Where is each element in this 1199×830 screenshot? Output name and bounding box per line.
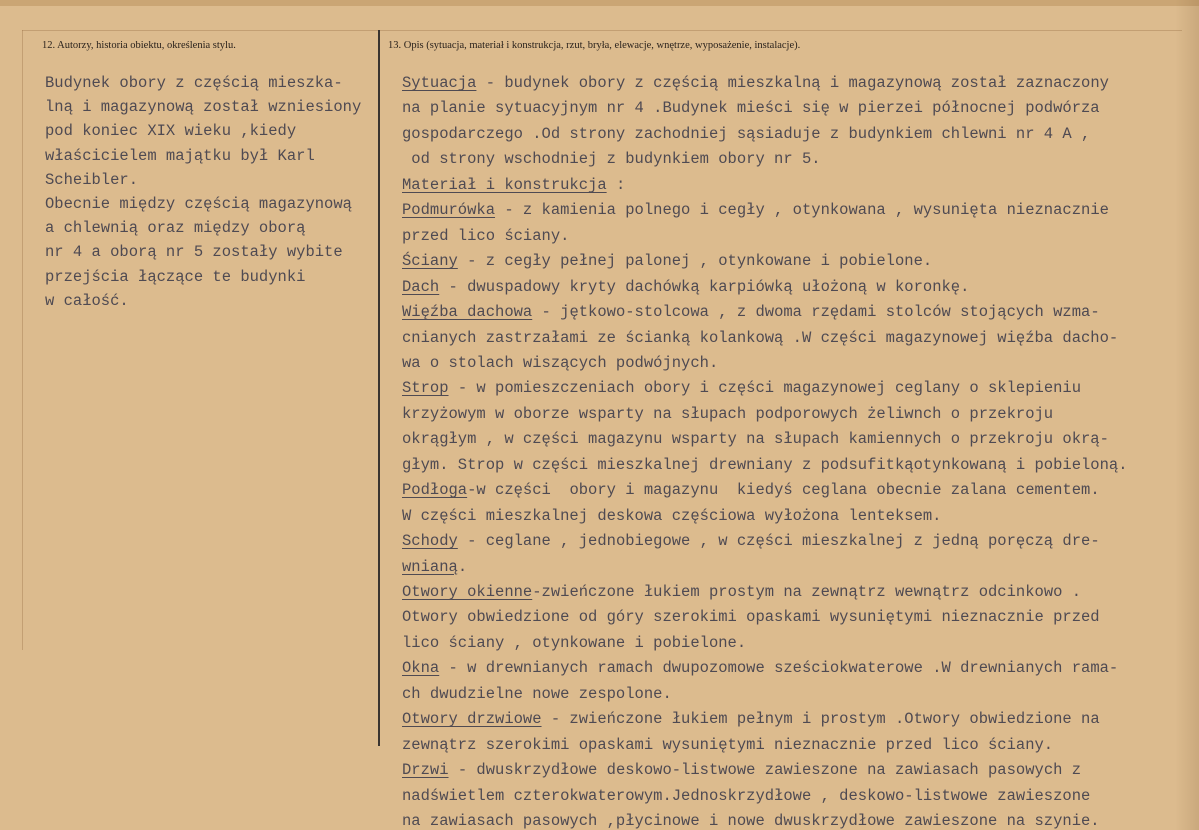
right-text-line: [402, 736, 1053, 754]
underlined-heading: Sytuacja: [402, 74, 477, 92]
right-text-line: [402, 303, 1100, 321]
line-body: lico ściany , otynkowane i pobielone.: [402, 633, 747, 652]
line-body: zewnątrz szerokimi opaskami wysuniętymi nieznacznie przed lico ściany.: [402, 735, 1054, 754]
left-text-line: Budynek obory z częścią mieszka-: [45, 74, 343, 92]
right-text-line: [402, 176, 625, 194]
right-text-line: [402, 507, 942, 525]
line-body: cnianych zastrzałami ze ścianką kolankową .W części magazynowej więźba dacho-: [402, 328, 1119, 347]
right-text-line: [402, 150, 821, 168]
underlined-heading: Ściany: [402, 252, 458, 271]
form-top-rule: [22, 30, 1182, 31]
column-divider: [378, 30, 380, 746]
left-text-line: przejścia łączące te budynki: [45, 267, 306, 286]
line-body: -w części obory i magazynu kiedyś ceglana obecnie zalana cementem.: [467, 481, 1100, 500]
underlined-heading: Okna: [402, 659, 440, 678]
line-body: - w drewnianych ramach dwupozomowe sześciokwaterowe .W drewnianych rama-: [439, 659, 1119, 678]
right-text-line: [402, 532, 1100, 550]
right-text-line: [402, 761, 1081, 779]
underlined-heading: Podmurówka: [402, 201, 496, 220]
underlined-heading: Dach: [402, 277, 440, 296]
right-text-line: [402, 125, 1090, 143]
underlined-heading: Otwory okienne: [402, 583, 533, 601]
left-text-line: a chlewnią oraz między oborą: [45, 219, 306, 238]
right-text-line: [402, 710, 1100, 728]
line-body: okrągłym , w części magazynu wsparty na słupach kamiennych o przekroju okrą-: [402, 430, 1109, 449]
line-body: - w pomieszczeniach obory i części magazynowej ceglany o sklepieniu: [448, 379, 1082, 398]
underlined-heading: Podłoga: [402, 481, 468, 500]
right-text-line: [402, 558, 467, 576]
right-text-line: [402, 481, 1100, 499]
line-body: .: [457, 557, 468, 576]
line-body: -zwieńczone łukiem prostym na zewnątrz wewnątrz odcinkowo .: [532, 583, 1082, 601]
right-text-line: [402, 278, 969, 296]
line-body: - zwieńczone łukiem pełnym i prostym .Otwory obwiedzione na: [541, 710, 1100, 729]
line-body: gospodarczego .Od strony zachodniej sąsiaduje z budynkiem chlewni nr 4 A ,: [402, 124, 1091, 143]
line-body: na zawiasach pasowych ,płycinowe i nowe dwuskrzydłowe zawieszone na szynie.: [402, 812, 1100, 830]
right-text-line: [402, 405, 1053, 423]
underlined-heading: Otwory drzwiowe: [402, 710, 542, 729]
right-text-line: [402, 201, 1109, 219]
line-body: wa o stolach wiszących podwójnych.: [402, 353, 719, 372]
line-body: - ceglane , jednobiegowe , w części mieszkalnej z jedną poręczą dre-: [457, 532, 1100, 551]
right-text-line: [402, 74, 1109, 92]
right-text-line: [402, 329, 1118, 347]
right-text-line: [402, 227, 569, 245]
left-text-line: nr 4 a oborą nr 5 zostały wybite: [45, 243, 343, 262]
left-text-line: pod koniec XIX wieku ,kiedy: [45, 122, 297, 141]
underlined-heading: wnianą: [402, 557, 458, 576]
line-body: głym. Strop w części mieszkalnej drewniany z podsufitkąotynkowaną i pobieloną.: [402, 455, 1128, 474]
right-text-line: [402, 456, 1128, 474]
line-body: ch dwudzielne nowe zespolone.: [402, 684, 672, 703]
underlined-heading: Materiał i konstrukcja: [402, 175, 607, 194]
right-text-line: [402, 252, 932, 270]
right-text-line: [402, 583, 1081, 601]
left-text-line: w całość.: [45, 291, 129, 310]
left-text-line: właścicielem majątku był Karl: [45, 146, 315, 165]
section-12-header: 12. Autorzy, historia obiektu, określenia stylu.: [42, 40, 236, 51]
section-13-header: 13. Opis (sytuacja, materiał i konstrukcja, rzut, bryła, elewacje, wnętrze, wyposażenie, instalacje).: [388, 40, 801, 51]
underlined-heading: Schody: [402, 532, 458, 551]
line-body: W części mieszkalnej deskowa częściowa wyłożona lenteksem.: [402, 506, 942, 525]
top-border: [0, 0, 1199, 6]
right-text-line: [402, 787, 1090, 805]
right-text-line: [402, 812, 1100, 830]
line-body: :: [606, 175, 626, 194]
page-edge-shadow: [1175, 0, 1199, 830]
line-body: - dwuskrzydłowe deskowo-listwowe zawieszone na zawiasach pasowych z: [448, 761, 1082, 780]
line-body: - dwuspadowy kryty dachówką karpiówką ułożoną w koronkę.: [439, 277, 970, 296]
line-body: przed lico ściany.: [402, 226, 570, 245]
right-text-line: [402, 685, 672, 703]
underlined-heading: Strop: [402, 379, 449, 398]
line-body: Otwory obwiedzione od góry szerokimi opaskami wysuniętymi nieznacznie przed: [402, 608, 1100, 627]
line-body: na planie sytuacyjnym nr 4 .Budynek mieści się w pierzei północnej podwórza: [402, 99, 1100, 118]
right-text-line: [402, 354, 718, 372]
right-text-line: [402, 430, 1109, 448]
left-text-line: lną i magazynową został wzniesiony: [45, 98, 362, 117]
right-text-line: [402, 608, 1100, 626]
right-text-line: [402, 379, 1081, 397]
line-body: - budynek obory z częścią mieszkalną i magazynową został zaznaczony: [476, 74, 1109, 92]
line-body: - z kamienia polnego i cegły , otynkowana , wysunięta nieznacznie: [495, 201, 1109, 220]
line-body: nadświetlem czterokwaterowym.Jednoskrzydłowe , deskowo-listwowe zawieszone: [402, 786, 1091, 805]
left-text-line: Scheibler.: [45, 170, 139, 189]
line-body: - z cegły pełnej palonej , otynkowane i pobielone.: [457, 252, 933, 271]
right-text-line: [402, 659, 1118, 677]
right-text-line: [402, 634, 746, 652]
left-margin-rule: [22, 30, 23, 650]
right-text-line: [402, 99, 1100, 117]
underlined-heading: Więźba dachowa: [402, 303, 533, 322]
underlined-heading: Drzwi: [402, 761, 449, 780]
line-body: od strony wschodniej z budynkiem obory nr 5.: [402, 150, 821, 169]
line-body: krzyżowym w oborze wsparty na słupach podporowych żeliwnch o przekroju: [402, 404, 1054, 423]
left-text-line: Obecnie między częścią magazynową: [45, 195, 352, 213]
line-body: - jętkowo-stolcowa , z dwoma rzędami stolców stojących wzma-: [532, 303, 1100, 322]
